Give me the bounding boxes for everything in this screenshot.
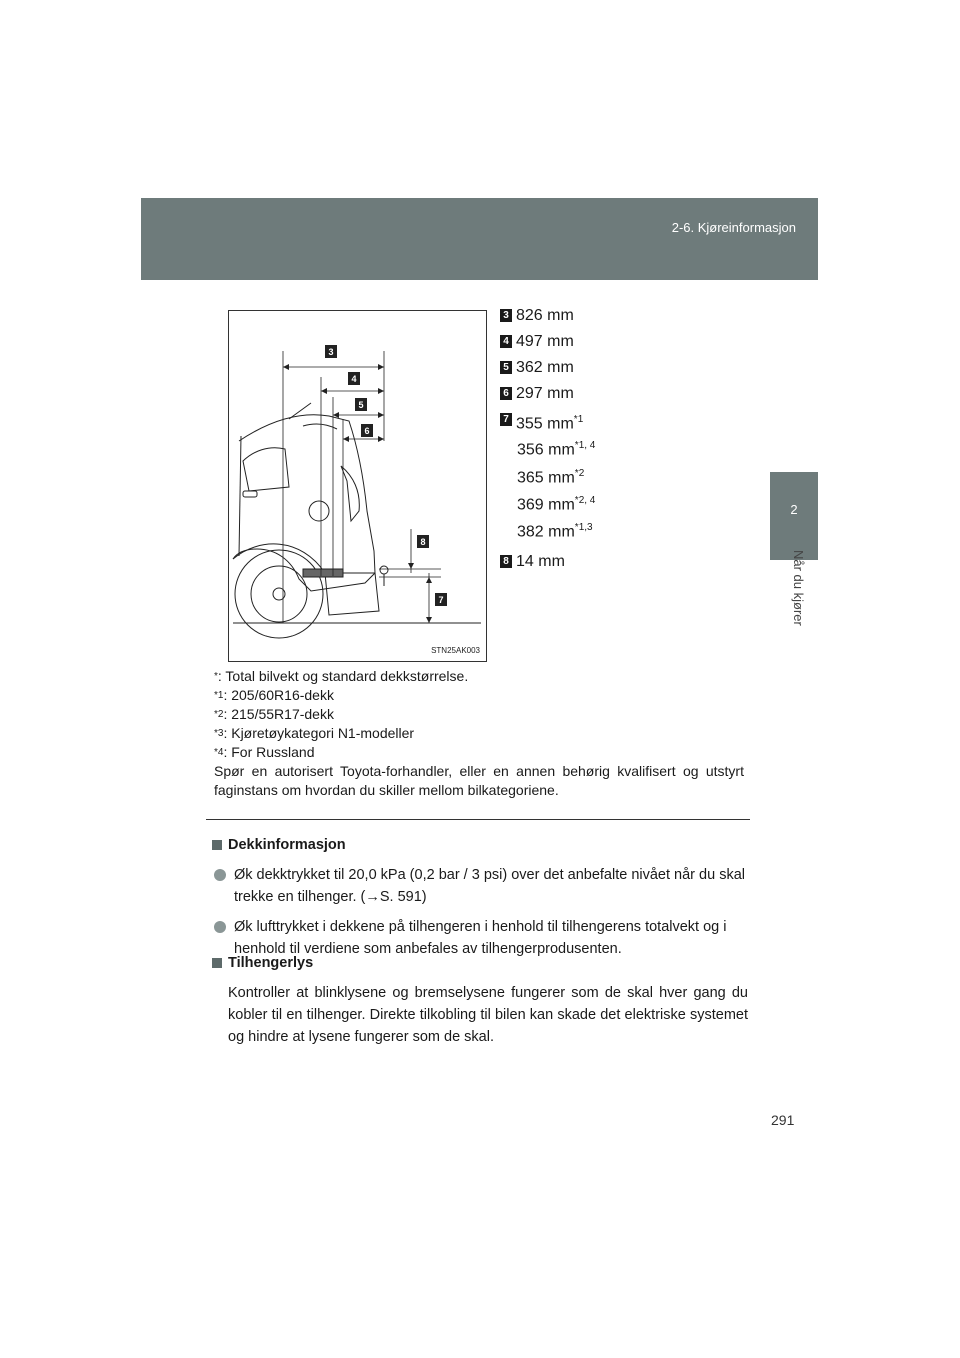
square-bullet-icon (212, 958, 222, 968)
square-bullet-icon (212, 840, 222, 850)
callout-4: 4 (351, 374, 357, 384)
footnote (214, 724, 744, 743)
footnote-symbol: *4 (214, 747, 224, 758)
spec-value (516, 410, 583, 434)
spec-sub-value (517, 489, 595, 516)
footnote-text: : For Russland (223, 744, 315, 760)
footnote-symbol: * (214, 671, 218, 682)
number-badge: 8 (500, 555, 512, 568)
footnote-text: : Kjøretøykategori N1-modeller (223, 725, 415, 741)
list-item (212, 864, 748, 908)
header-band (141, 198, 818, 280)
list-item-text: Øk lufttrykket i dekkene på tilhengeren i henhold til tilhengerens totalvekt og i henhold til verdiene som anbefales av tilhengerprodusenten. (234, 919, 727, 957)
list-item-text: Øk dekktrykket til 20,0 kPa (0,2 bar / 3 psi) over det anbefalte nivået når du skal trekke en tilhenger. (→S. 591) (234, 867, 745, 905)
spec-item (500, 306, 595, 326)
number-badge: 4 (500, 335, 512, 348)
footnote-ref: *1, 4 (574, 440, 596, 452)
spec-value-text: 355 mm (516, 415, 574, 433)
footnote (214, 686, 744, 705)
spec-item (500, 358, 595, 378)
page-number: 291 (771, 1112, 795, 1128)
spec-item (500, 384, 595, 404)
footnote-ref: *1 (573, 414, 584, 425)
heading-text: Tilhengerlys (228, 955, 314, 971)
heading-text: Dekkinformasjon (228, 837, 346, 853)
sub-value-text: 365 mm (517, 468, 575, 486)
spec-sub-value (517, 462, 595, 489)
spec-item (500, 552, 595, 572)
callout-8: 8 (420, 537, 426, 547)
spec-value: 297 mm (516, 385, 574, 402)
section-title: 2-6. Kjøreinformasjon (671, 220, 796, 235)
figure-id: STN25AK003 (431, 646, 480, 655)
number-badge: 6 (500, 387, 512, 400)
vehicle-rear-diagram (229, 311, 486, 661)
footnotes (214, 667, 744, 800)
callout-6: 6 (364, 426, 370, 436)
sub-value-text: 382 mm (517, 523, 575, 541)
number-badge: 3 (500, 309, 512, 322)
footnote-text: : 205/60R16-dekk (223, 687, 334, 703)
footnote (214, 743, 744, 762)
spec-sub-value (517, 434, 595, 461)
footnote-text: : Total bilvekt og standard dekkstørrelse. (217, 668, 469, 684)
circle-bullet-icon (214, 869, 226, 881)
footnote-ref: *1,3 (574, 522, 593, 534)
section-heading (212, 834, 748, 856)
callout-3: 3 (328, 347, 334, 357)
hitch-dimension-figure (228, 310, 487, 662)
spec-value: 497 mm (516, 333, 574, 350)
spec-item (500, 332, 595, 352)
tire-info-section (212, 834, 748, 960)
number-badge: 7 (500, 413, 512, 426)
circle-bullet-icon (214, 921, 226, 933)
callout-5: 5 (358, 400, 364, 410)
chapter-number: 2 (790, 502, 798, 517)
spec-sub-values (517, 434, 595, 543)
footnote-symbol: *3 (214, 728, 224, 739)
sub-value-text: 356 mm (517, 441, 575, 459)
dimension-list (500, 306, 595, 578)
spec-sub-value (517, 516, 595, 543)
category-note: Spør en autorisert Toyota-forhandler, eller en annen behørig kvalifisert og utstyrt faginstans om hvordan du skiller mellom bilkategoriene. (214, 763, 744, 798)
spec-value: 362 mm (516, 359, 574, 376)
chapter-tab (770, 472, 818, 560)
footnote (214, 705, 744, 724)
section-divider (206, 819, 750, 820)
trailer-lights-section (212, 952, 748, 1048)
number-badge: 5 (500, 361, 512, 374)
footnote-symbol: *1 (214, 690, 224, 701)
chapter-label: Når du kjører (791, 550, 806, 626)
footnote-ref: *2 (574, 467, 585, 479)
footnote-symbol: *2 (214, 709, 224, 720)
spec-value: 14 mm (516, 552, 565, 570)
spec-item (500, 410, 595, 434)
sub-value-text: 369 mm (517, 496, 575, 514)
section-heading (212, 952, 748, 974)
footnote-text: : 215/55R17-dekk (223, 706, 334, 722)
footnote (214, 667, 744, 686)
footnote-ref: *2, 4 (574, 494, 596, 506)
paragraph: Kontroller at blinklysene og bremselysene fungerer som de skal hver gang du kobler til en tilhenger. Direkte tilkobling til bilen kan skade det elektriske systemet og hindre at lysene fungerer som de skal. (228, 985, 748, 1045)
spec-value: 826 mm (516, 307, 574, 324)
callout-7: 7 (438, 595, 444, 605)
